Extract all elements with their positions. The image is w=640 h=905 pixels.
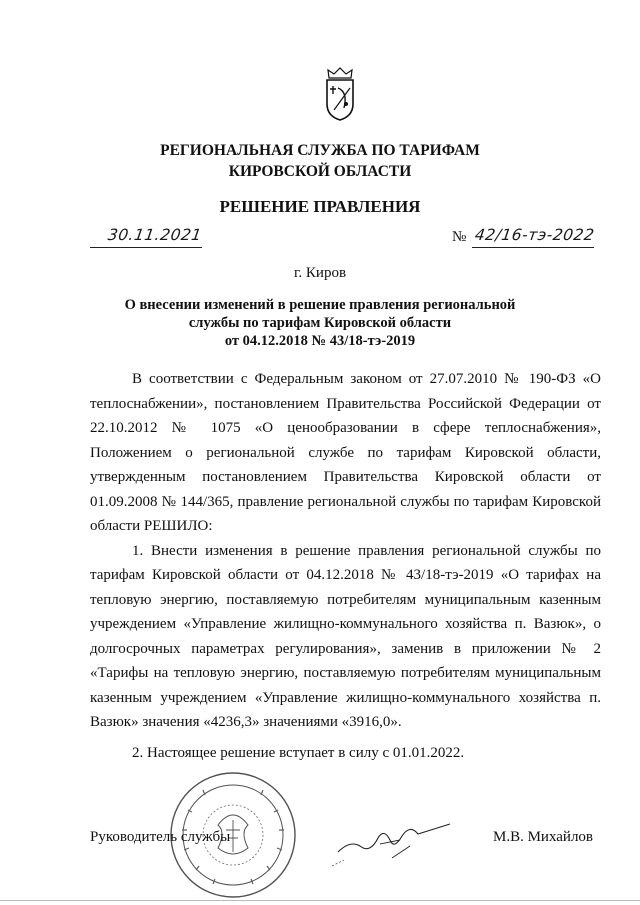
page-bottom-rule bbox=[0, 900, 640, 901]
signatory-position: Руководитель службы bbox=[90, 829, 231, 845]
paragraph-item-1: 1. Внести изменения в решение правления региональной службы по тарифам Кировской области от 04.12.2018 № 43/18-тэ-2019 «О тарифах на тепловую энергию, поставляемую потребителям муниципальным казенным учреждением «Управление жилищно-коммунального хозяйства п. Вазюк», о долгосрочных параметрах регулирования», заменив в приложении № 2 «Тарифы на тепловую энергию, поставляемую потребителям муниципальным казенным учреждением «Управление жилищно-коммунального хозяйства п. Вазюк» значения «4236,3» значениями «3916,0». bbox=[90, 542, 601, 730]
signatory-name: М.В. Михайлов bbox=[493, 829, 594, 845]
document-type: РЕШЕНИЕ ПРАВЛЕНИЯ bbox=[219, 197, 421, 216]
organization-name-line2: КИРОВСКОЙ ОБЛАСТИ bbox=[228, 163, 412, 180]
document-body bbox=[90, 367, 601, 765]
subject-line1: О внесении изменений в решение правления региональной bbox=[124, 297, 516, 313]
date-underline bbox=[90, 247, 202, 248]
document-date: 30.11.2021 bbox=[106, 226, 204, 244]
city: г. Киров bbox=[293, 265, 347, 281]
paragraph-item-2: 2. Настоящее решение вступает в силу с 01.01.2022. bbox=[132, 744, 465, 761]
number-underline bbox=[472, 247, 594, 248]
document-number: 42/16-тэ-2022 bbox=[473, 226, 596, 244]
handwritten-signature-icon bbox=[330, 810, 465, 870]
paragraph-preamble: В соответствии с Федеральным законом от 27.07.2010 № 190-ФЗ «О теплоснабжении», постановлением Правительства Российской Федерации от 22.10.2012 № 1075 «О ценообразовании в сфере теплоснабжения», Положением о региональной службе по тарифам Кировской области, утвержденным постановлением Правительства Кировской области от 01.09.2008 № 144/365, правление региональной службы по тарифам Кировской области РЕШИЛО: bbox=[90, 371, 601, 534]
subject-line2: службы по тарифам Кировской области bbox=[188, 315, 452, 331]
organization-name-line1: РЕГИОНАЛЬНАЯ СЛУЖБА ПО ТАРИФАМ bbox=[160, 142, 480, 159]
number-sign: № bbox=[452, 229, 467, 245]
kirov-coat-of-arms-icon bbox=[322, 64, 358, 122]
subject-line3: от 04.12.2018 № 43/18-тэ-2019 bbox=[224, 333, 416, 349]
organization-name bbox=[0, 140, 640, 182]
document-subject bbox=[0, 296, 640, 350]
